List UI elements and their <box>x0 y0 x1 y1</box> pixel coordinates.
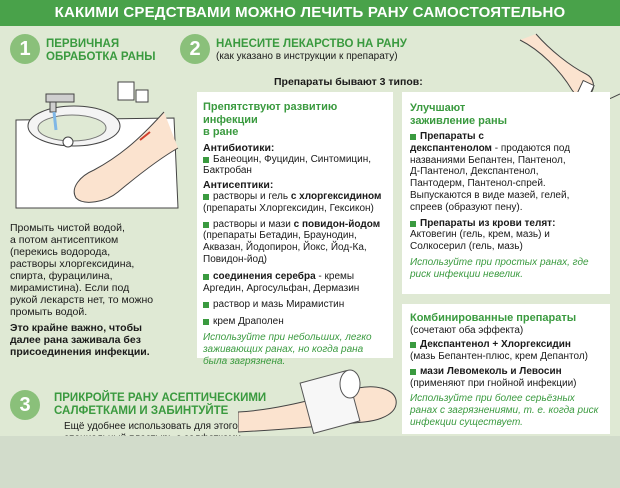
text-line: Выпускаются в виде мазей, гелей, <box>410 189 570 201</box>
calf-blood-item <box>410 218 608 230</box>
types-caption: Препараты бывают 3 типов: <box>274 76 423 88</box>
combined-box-title: Комбинированные препараты <box>410 312 577 324</box>
dexpanthenol-item <box>410 131 608 143</box>
title-line: Препятствуют развитию инфекции <box>203 101 338 126</box>
chlorhexidine-item <box>203 191 391 203</box>
text-line: рукой лекарств нет, то можно <box>10 294 154 306</box>
infection-box-content <box>203 101 391 367</box>
bullet-icon <box>203 194 209 200</box>
healing-box-content <box>410 102 608 281</box>
antiseptics-label: Антисептики: <box>203 179 274 192</box>
combined-note <box>410 393 608 428</box>
text-line: промыть водой. <box>10 306 88 318</box>
step-1-title-line: ПЕРВИЧНАЯ <box>46 38 120 50</box>
text-line: Используйте при небольших, легко <box>203 332 372 344</box>
step-2-title: НАНЕСИТЕ ЛЕКАРСТВО НА РАНУ <box>216 38 407 50</box>
text-line: риск инфекции невелик. <box>410 268 524 280</box>
sink-hand-illustration <box>14 74 180 214</box>
text-line: спирта, фурацилина, <box>10 270 113 282</box>
title-line: в ране <box>203 126 239 138</box>
drapolen-item <box>203 316 391 328</box>
step-1-text <box>10 222 190 318</box>
step-1-title <box>46 38 155 64</box>
title-line: ПРИКРОЙТЕ РАНУ АСЕПТИЧЕСКИМИ <box>54 392 267 404</box>
bullet-icon <box>203 157 209 163</box>
text-line: Солкосерил (гель, мазь) <box>410 241 523 253</box>
text-line: Препараты с <box>420 131 484 142</box>
silver-item <box>203 271 391 283</box>
bullet-icon <box>410 134 416 140</box>
text-line: (мазь Бепантен-плюс, крем Депантол) <box>410 351 588 363</box>
text-line: Банеоцин, Фуцидин, Синтомицин, <box>213 153 372 165</box>
page-title: КАКИМИ СРЕДСТВАМИ МОЖНО ЛЕЧИТЬ РАНУ САМОСТОЯТЕЛЬНО <box>0 0 620 26</box>
text-line: (перекись водорода, <box>10 246 111 258</box>
text-part: с хлоргексидином <box>290 191 382 203</box>
step-2-number: 2 <box>180 34 210 64</box>
text-line: Пантодерм, Пантенол-спрей. <box>410 178 546 190</box>
text-line: растворы хлоргексидина, <box>10 258 135 270</box>
text-line: (сочетают оба эффекта) <box>410 324 524 336</box>
bullet-icon <box>203 319 209 325</box>
title-line: САЛФЕТКАМИ И ЗАБИНТУЙТЕ <box>54 405 229 417</box>
combined-box-content <box>410 312 608 429</box>
text-line: Бактробан <box>203 165 252 177</box>
step-1-number: 1 <box>10 34 40 64</box>
text-line: Это крайне важно, чтобы <box>10 322 143 334</box>
text-part: растворы и мази <box>213 218 294 230</box>
text-line: заживающих ранах, но когда рана <box>203 343 364 355</box>
text-line: Аквазан, Йодопирон, Йокс, Йод-Ка, <box>203 242 367 254</box>
text-part: соединения серебра <box>213 270 316 282</box>
text-line: Повидон-йод) <box>203 254 267 266</box>
text-line: ранах с загрязнениями, т. е. когда риск <box>410 405 599 417</box>
text-part: с повидон-йодом <box>293 218 381 230</box>
text-line: названиями Бепантен, Пантенол, <box>410 154 566 166</box>
text-line: Промыть чистой водой, <box>10 222 125 234</box>
text-line: далее рана заживала без <box>10 334 141 346</box>
bullet-icon <box>410 369 416 375</box>
bullet-icon <box>203 274 209 280</box>
dexpanthenol-line <box>410 143 608 155</box>
text-part: - кремы <box>315 270 355 282</box>
text-line: Аргедин, Аргосульфан, Дермазин <box>203 282 360 294</box>
step-3-number: 3 <box>10 390 40 420</box>
bandage-illustration <box>238 368 398 436</box>
text-line: Используйте при простых ранах, где <box>410 256 589 268</box>
bullet-icon <box>203 302 209 308</box>
step-2-subtitle: (как указано в инструкции к препарату) <box>216 51 398 62</box>
text-line: (применяют при гнойной инфекции) <box>410 377 577 389</box>
infection-box-title <box>203 101 391 139</box>
combined-item-2 <box>410 366 608 378</box>
bullet-icon <box>410 342 416 348</box>
povidone-item <box>203 219 391 231</box>
bullet-icon <box>410 221 416 227</box>
antibiotics-item <box>203 154 391 166</box>
title-line: Улучшают <box>410 102 466 114</box>
text-part: раствор и мазь Мирамистин <box>213 299 345 311</box>
text-line: (препараты Хлоргексидин, Гексикон) <box>203 202 374 214</box>
text-part: крем Драполен <box>213 316 284 328</box>
healing-box-title <box>410 102 608 127</box>
text-line: инфекции существует. <box>410 417 523 429</box>
text-line: Ещё удобнее использовать для этого <box>64 421 238 432</box>
text-part: - продаются под <box>491 142 571 154</box>
bullet-icon <box>203 222 209 228</box>
text-line: Препараты из крови телят: <box>420 217 556 229</box>
text-line: Используйте при более серьёзных <box>410 393 575 405</box>
healing-note <box>410 257 608 281</box>
text-line: Д-Пантенол, Декспантенол, <box>410 166 539 178</box>
infection-note <box>203 332 391 367</box>
text-line: была загрязнена. <box>203 355 286 367</box>
text-line: спреев (образуют пену). <box>410 201 523 213</box>
footer-band <box>0 436 620 488</box>
text-part: растворы и гель <box>213 191 291 203</box>
step-3-title <box>54 392 266 418</box>
text-line: Декспантенол + Хлоргексидин <box>420 339 571 351</box>
step-1-important <box>10 322 190 358</box>
title-line: заживление раны <box>410 114 508 127</box>
text-line: мирамистина). Если под <box>10 282 130 294</box>
miramistin-item <box>203 299 391 311</box>
text-line: мази Левомеколь и Левосин <box>420 365 562 377</box>
text-line: (препараты Бетадин, Браунодин, <box>203 230 357 242</box>
text-line: присоединения инфекции. <box>10 346 150 358</box>
text-line: а потом антисептиком <box>10 234 119 246</box>
step-1-title-line: ОБРАБОТКА РАНЫ <box>46 51 156 63</box>
combined-item-1 <box>410 339 608 351</box>
antibiotics-label: Антибиотики: <box>203 141 275 154</box>
text-line: Актовегин (гель, крем, мазь) и <box>410 229 550 241</box>
text-part: декспантенолом <box>410 142 492 154</box>
